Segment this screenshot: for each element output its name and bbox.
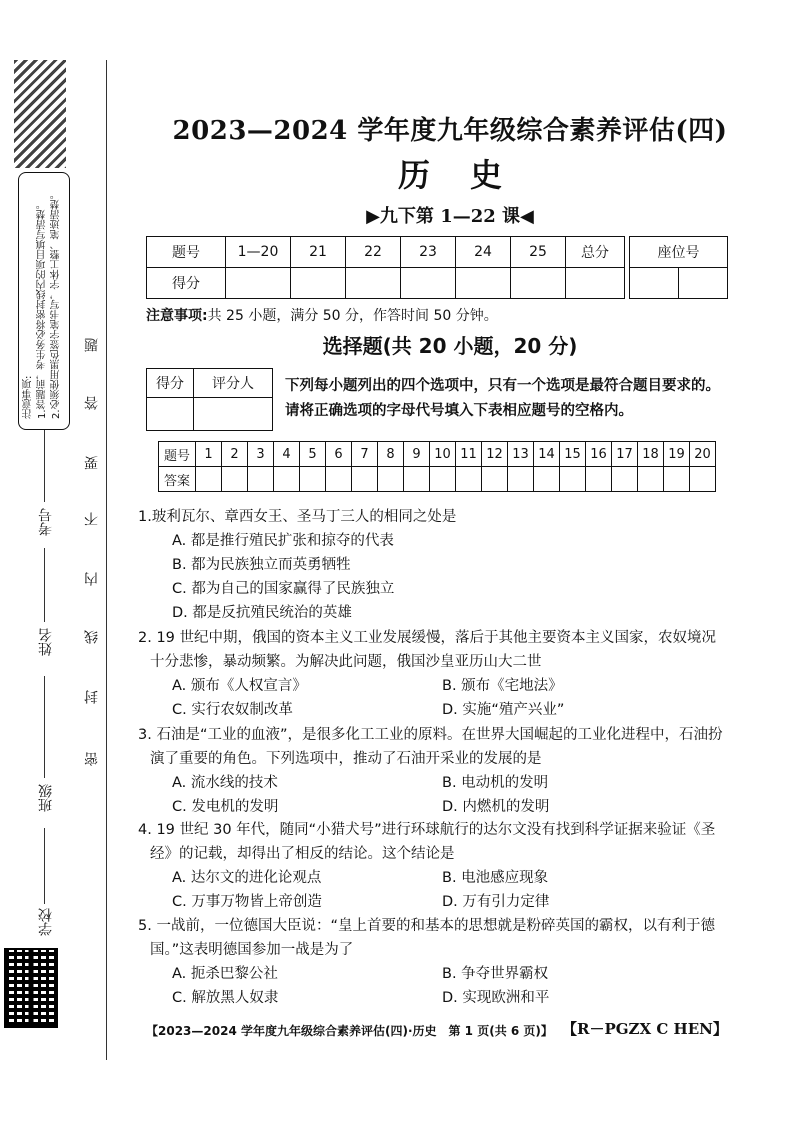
answer-cell[interactable] (222, 467, 248, 492)
answer-cell[interactable] (482, 467, 508, 492)
question-5-stem: 5. 一战前，一位德国大臣说：“皇上首要的和基本的思想就是粉碎英国的霸权，以有利于德国。”这表明德国参加一战是为了 (138, 918, 715, 958)
fold-char-da: 答 (84, 396, 100, 410)
answer-number-cell: 4 (274, 442, 300, 467)
school-line (44, 828, 45, 904)
score-cell[interactable] (456, 268, 511, 299)
grader-score-cell[interactable] (147, 398, 194, 431)
score-cell[interactable] (346, 268, 401, 299)
seat-cell[interactable] (679, 268, 728, 299)
grader-table (146, 368, 273, 431)
score-table (146, 236, 625, 299)
fold-char-ti: 题 (84, 338, 100, 352)
class-label: 班级 (38, 784, 54, 812)
question-2-option-c[interactable]: C. 实行农奴制改革 (172, 702, 293, 718)
answer-number-cell: 10 (430, 442, 456, 467)
answer-cell[interactable] (300, 467, 326, 492)
binding-notice-title: 注意事项: (23, 375, 34, 419)
answer-cell[interactable] (638, 467, 664, 492)
question-3-option-a[interactable]: A. 流水线的技术 (172, 775, 278, 791)
seat-cell[interactable] (630, 268, 679, 299)
question-3-option-d[interactable]: D. 内燃机的发明 (442, 799, 550, 815)
answer-number-cell: 11 (456, 442, 482, 467)
question-4-option-d[interactable]: D. 万有引力定律 (442, 894, 550, 910)
notes-text: 共 25 小题，满分 50 分，作答时间 50 分钟。 (207, 308, 498, 324)
question-1-option-d[interactable]: D. 都是反抗殖民统治的英雄 (172, 605, 352, 621)
question-5-option-c[interactable]: C. 解放黑人奴隶 (172, 990, 279, 1006)
answer-row-label: 答案 (159, 467, 196, 492)
answer-number-cell: 3 (248, 442, 274, 467)
course-scope: ▶九下第 1—22 课◀ (366, 206, 534, 227)
answer-number-cell: 17 (612, 442, 638, 467)
answer-number-cell: 12 (482, 442, 508, 467)
score-cell[interactable] (291, 268, 346, 299)
exam-title: 2023—2024 学年度九年级综合素养评估(四) (172, 116, 728, 146)
grader-name-label: 评分人 (194, 369, 273, 398)
score-header-cell: 总分 (566, 237, 625, 268)
question-3 (138, 723, 728, 819)
subject-title: 历史 (397, 156, 542, 194)
question-2 (138, 626, 728, 722)
grader-score-label: 得分 (147, 369, 194, 398)
answer-number-cell: 5 (300, 442, 326, 467)
score-cell[interactable] (511, 268, 566, 299)
question-2-option-b[interactable]: B. 颁布《宅地法》 (442, 678, 563, 694)
answer-cell[interactable] (690, 467, 716, 492)
question-5-option-d[interactable]: D. 实现欧洲和平 (442, 990, 550, 1006)
page-footer: 【2023—2024 学年度九年级综合素养评估(四)·历史 第 1 页(共 6 页)】 (146, 1024, 553, 1038)
score-cell[interactable] (401, 268, 456, 299)
answer-number-cell: 14 (534, 442, 560, 467)
exam-number-line (44, 430, 45, 502)
answer-number-cell: 18 (638, 442, 664, 467)
score-cell[interactable] (566, 268, 625, 299)
question-2-stem: 2. 19 世纪中期，俄国的资本主义工业发展缓慢，落后于其他主要资本主义国家，农奴境况十分悲惨，暴动频繁。为解决此问题，俄国沙皇亚历山大二世 (138, 630, 716, 670)
question-4-option-a[interactable]: A. 达尔文的进化论观点 (172, 870, 322, 886)
answer-number-cell: 15 (560, 442, 586, 467)
qr-code-icon (4, 948, 58, 1028)
seat-label: 座位号 (630, 237, 728, 268)
question-5-option-b[interactable]: B. 争夺世界霸权 (442, 966, 549, 982)
question-2-option-d[interactable]: D. 实施“殖产兴业” (442, 702, 565, 718)
answer-cell[interactable] (248, 467, 274, 492)
answer-cell[interactable] (508, 467, 534, 492)
answer-cell[interactable] (404, 467, 430, 492)
answer-number-cell: 8 (378, 442, 404, 467)
question-4-option-c[interactable]: C. 万事万物皆上帝创造 (172, 894, 322, 910)
binding-notice-box (18, 172, 70, 430)
question-3-option-b[interactable]: B. 电动机的发明 (442, 775, 549, 791)
section-instruction: 下列每小题列出的四个选项中，只有一个选项是最符合题目要求的。请将正确选项的字母代号填入下表相应题号的空格内。 (285, 378, 720, 419)
score-header-cell: 21 (291, 237, 346, 268)
answer-cell[interactable] (534, 467, 560, 492)
question-4-stem: 4. 19 世纪 30 年代，随同“小猎犬号”进行环球航行的达尔文没有找到科学证据来验证《圣经》的记载，却得出了相反的结论。这个结论是 (138, 822, 716, 862)
score-cell[interactable] (226, 268, 291, 299)
score-header-cell: 22 (346, 237, 401, 268)
section-title: 选择题(共 20 小题，20 分) (322, 334, 578, 358)
answer-number-cell: 13 (508, 442, 534, 467)
question-3-option-c[interactable]: C. 发电机的发明 (172, 799, 279, 815)
answer-header-label: 题号 (159, 442, 196, 467)
fold-char-xian: 线 (84, 630, 100, 644)
fold-char-bu: 不 (84, 512, 100, 526)
answer-cell[interactable] (274, 467, 300, 492)
question-1 (138, 505, 728, 625)
seat-table (629, 236, 728, 299)
answer-number-cell: 6 (326, 442, 352, 467)
school-label: 学校 (38, 908, 54, 936)
fold-char-yao: 要 (84, 456, 100, 470)
question-1-stem: 1.玻利瓦尔、章西女王、圣马丁三人的相同之处是 (138, 509, 457, 525)
score-header-cell: 24 (456, 237, 511, 268)
binding-notice-1: 1.答题前，考生务必将密封线内的项目填写清楚。 (37, 199, 48, 419)
notes-label: 注意事项: (146, 308, 208, 324)
name-line (44, 548, 45, 622)
binding-notice-2: 2.必须使用黑色签字笔书写，字体工整、笔迹清楚。 (51, 189, 62, 419)
answer-cell[interactable] (430, 467, 456, 492)
score-header-cell: 1—20 (226, 237, 291, 268)
question-1-option-b[interactable]: B. 都为民族独立而英勇牺牲 (172, 557, 351, 573)
answer-number-cell: 1 (196, 442, 222, 467)
question-5 (138, 914, 728, 1010)
fold-char-feng: 封 (84, 690, 100, 704)
question-4-option-b[interactable]: B. 电池感应现象 (442, 870, 549, 886)
answer-number-cell: 16 (586, 442, 612, 467)
name-label: 姓名 (38, 628, 54, 656)
question-3-stem: 3. 石油是“工业的血液”，是很多化工工业的原料。在世界大国崛起的工业化进程中，石油扮演了重要的角色。下列选项中，推动了石油开采业的发展的是 (138, 727, 723, 767)
answer-number-cell: 2 (222, 442, 248, 467)
answer-cell[interactable] (378, 467, 404, 492)
fold-char-mi: 密 (84, 752, 100, 766)
binding-pattern (14, 60, 66, 168)
grader-name-cell[interactable] (194, 398, 273, 431)
score-row-label: 得分 (147, 268, 226, 299)
answer-cell[interactable] (560, 467, 586, 492)
answer-cell[interactable] (586, 467, 612, 492)
answer-cell[interactable] (612, 467, 638, 492)
question-4 (138, 818, 728, 914)
answer-number-cell: 7 (352, 442, 378, 467)
class-line (44, 676, 45, 778)
question-1-option-c[interactable]: C. 都为自己的国家赢得了民族独立 (172, 581, 395, 597)
exam-notes (146, 305, 498, 325)
answer-number-cell: 19 (664, 442, 690, 467)
answer-table (158, 441, 716, 492)
answer-cell[interactable] (456, 467, 482, 492)
answer-cell[interactable] (196, 467, 222, 492)
question-1-option-a[interactable]: A. 都是推行殖民扩张和掠夺的代表 (172, 533, 394, 549)
exam-number-label: 考号 (38, 508, 54, 536)
score-header-cell: 23 (401, 237, 456, 268)
fold-char-nei: 内 (84, 572, 100, 586)
answer-cell[interactable] (352, 467, 378, 492)
answer-cell[interactable] (664, 467, 690, 492)
paper-code: 【R－PGZX C HEN】 (562, 1020, 728, 1038)
question-2-option-a[interactable]: A. 颁布《人权宣言》 (172, 678, 307, 694)
answer-number-cell: 9 (404, 442, 430, 467)
score-header-cell: 25 (511, 237, 566, 268)
answer-cell[interactable] (326, 467, 352, 492)
score-header-cell: 题号 (147, 237, 226, 268)
question-5-option-a[interactable]: A. 扼杀巴黎公社 (172, 966, 278, 982)
answer-number-cell: 20 (690, 442, 716, 467)
